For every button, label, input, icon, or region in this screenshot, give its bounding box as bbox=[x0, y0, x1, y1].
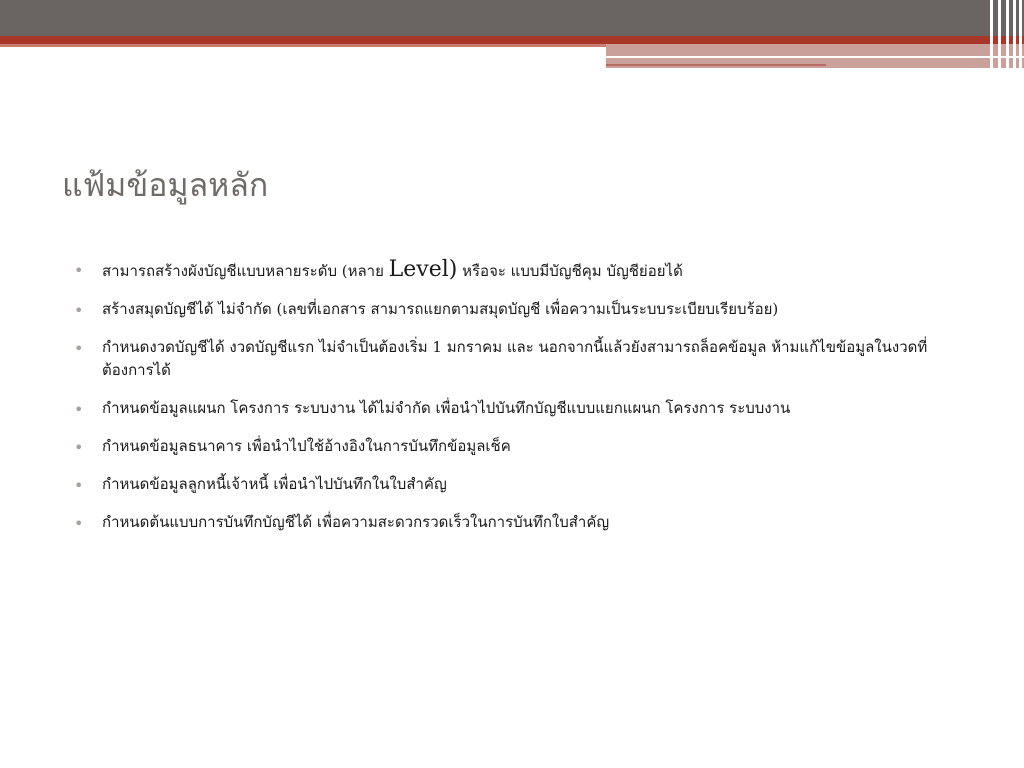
bullet-text: กำหนดข้อมูลแผนก โครงการ ระบบงาน ได้ไม่จำกัด เพื่อนำไปบันทึกบัญชีแบบแยกแผนก โครงการ ระบบงาน bbox=[102, 399, 791, 417]
header-vertical-bar bbox=[990, 0, 993, 72]
bullet-emphasis: Level) bbox=[388, 257, 458, 282]
bullet-item bbox=[70, 298, 970, 321]
header-vertical-bar bbox=[1019, 0, 1022, 72]
bullet-text: กำหนดงวดบัญชีได้ งวดบัญชีแรก ไม่จำเป็นต้องเริ่ม 1 มกราคม และ นอกจากนี้แล้วยังสามารถล็อคข้อมูล ห้ามแก้ไขข้อมูลในงวดที่ต้องการได้ bbox=[102, 338, 928, 379]
bullet-text: กำหนดต้นแบบการบันทึกบัญชีได้ เพื่อความสะดวกรวดเร็วในการบันทึกใบสำคัญ bbox=[102, 513, 610, 531]
bullet-icon: • bbox=[74, 438, 84, 457]
bullet-text: หรือจะ แบบมีบัญชีคุม บัญชีย่อยได้ bbox=[457, 262, 683, 280]
header-right-underline bbox=[606, 64, 826, 66]
slide-title: แฟ้มข้อมูลหลัก bbox=[62, 166, 269, 204]
bullet-text: สามารถสร้างผังบัญชีแบบหลายระดับ (หลาย bbox=[102, 262, 389, 280]
bullet-item bbox=[70, 258, 970, 283]
bullet-icon: • bbox=[74, 400, 84, 419]
bullet-item bbox=[70, 473, 970, 496]
header-vertical-bar bbox=[1006, 0, 1009, 72]
header-band bbox=[0, 0, 1024, 36]
bullet-icon: • bbox=[74, 261, 84, 280]
bullet-list bbox=[70, 258, 970, 549]
bullet-item bbox=[70, 511, 970, 534]
bullet-icon: • bbox=[74, 301, 84, 320]
header-accent-stripe bbox=[0, 36, 1024, 44]
bullet-icon: • bbox=[74, 476, 84, 495]
header-vertical-bar bbox=[1013, 0, 1016, 72]
bullet-text: กำหนดข้อมูลธนาคาร เพื่อนำไปใช้อ้างอิงในการบันทึกข้อมูลเช็ค bbox=[102, 437, 511, 455]
header-vertical-bar bbox=[998, 0, 1001, 72]
bullet-text: สร้างสมุดบัญชีได้ ไม่จำกัด (เลขที่เอกสาร สามารถแยกตามสมุดบัญชี เพื่อความเป็นระบบระเบียบเรียบร้อย) bbox=[102, 300, 779, 318]
bullet-icon: • bbox=[74, 514, 84, 533]
bullet-item bbox=[70, 336, 970, 382]
bullet-icon: • bbox=[74, 339, 84, 358]
bullet-item bbox=[70, 435, 970, 458]
bullet-item bbox=[70, 397, 970, 420]
bullet-text: กำหนดข้อมูลลูกหนี้เจ้าหนี้ เพื่อนำไปบันทึกในใบสำคัญ bbox=[102, 475, 447, 493]
header-right-divider bbox=[606, 56, 1024, 58]
